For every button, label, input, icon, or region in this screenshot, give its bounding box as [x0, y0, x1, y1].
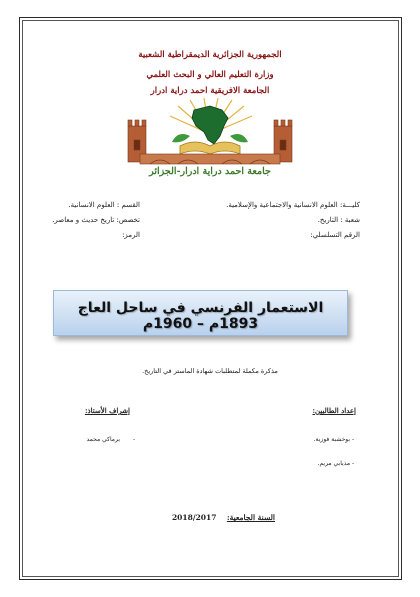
leaf-icon — [230, 134, 248, 142]
student-name: - بوخشبة فوزية. — [313, 436, 354, 443]
ministry-line: وزارة التعليم العالي و البحث العلمي — [146, 70, 274, 80]
students-label: إعداد الطالبين: — [312, 406, 356, 415]
university-line: الجامعة الافريقية احمد دراية ادرار — [150, 86, 270, 96]
faculty-label: كليـــة: العلوم الانسانية والاجتماعية والإسلامية. — [226, 201, 360, 209]
thesis-title: الاستعمار الفرنسي في ساحل العاج 1893م – 1960م — [77, 300, 324, 332]
specialty-label: تخصص: تاريخ حديث و معاصر. — [52, 216, 140, 224]
serial-label: الرقم التسلسلي: — [310, 231, 360, 239]
academic-year — [172, 513, 275, 522]
leaf-icon — [172, 134, 190, 142]
title-banner — [53, 290, 348, 336]
year-value: 2018/2017 — [171, 513, 217, 522]
code-label: الرمز: — [122, 231, 140, 239]
book-icon — [180, 142, 240, 154]
logo-caption: جامعة احمد دراية ادرار-الجزائر — [149, 166, 271, 177]
republic-line: الجمهورية الجزائرية الديمقراطية الشعبية — [138, 50, 282, 60]
supervisor-label: إشراف الأستاذ: — [84, 406, 130, 415]
branch-label: شعبة : التاريخ. — [317, 216, 360, 224]
memo-subtitle: مذكرة مكملة لمتطلبات شهادة الماستر في التاريخ. — [142, 367, 278, 375]
supervisor-name: برماكي محمد — [86, 436, 120, 443]
student-name: - مذيابي مريم. — [317, 460, 354, 467]
department-label: القسم : العلوم الانسانية. — [68, 201, 140, 209]
supervisor-dash: - — [132, 436, 135, 443]
africa-map-icon — [192, 106, 228, 144]
year-label: السنة الجامعية: — [226, 513, 275, 522]
wall-base — [140, 154, 280, 164]
